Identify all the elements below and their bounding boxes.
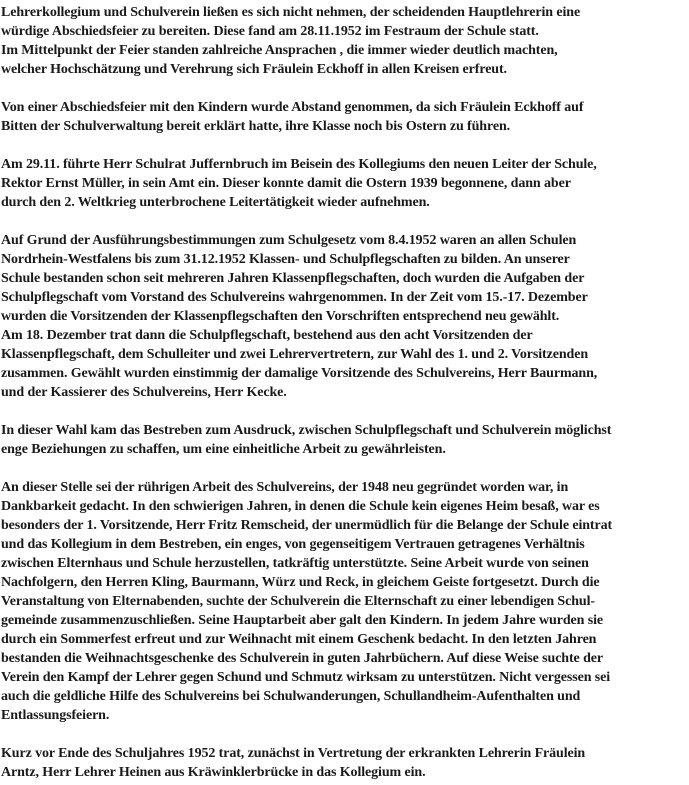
text-line: Am 29.11. führte Herr Schulrat Juffernbruch im Beisein des Kollegiums den neuen Leiter der Schule, — [1, 157, 597, 172]
text-line: besonders der 1. Vorsitzende, Herr Fritz Remscheid, der unermüdlich für die Belange der Schule eintrat — [1, 518, 613, 533]
paragraph — [1, 3, 689, 79]
paragraph — [1, 231, 689, 402]
paragraph — [1, 744, 689, 782]
paragraph — [1, 421, 689, 459]
text-line: würdige Abschiedsfeier zu bereiten. Diese fand am 28.11.1952 im Festraum der Schule statt. — [1, 24, 539, 39]
text-line: gemeinde zusammenzuschließen. Seine Hauptarbeit aber galt den Kindern. In jedem Jahre wurden sie — [1, 613, 603, 628]
text-line: zusammen. Gewählt wurden einstimmig der damalige Vorsitzende des Schulvereins, Herr Baurmann, — [1, 366, 598, 381]
text-line: Arntz, Herr Lehrer Heinen aus Kräwinklerbrücke in das Kollegium ein. — [1, 765, 426, 780]
text-line: Kurz vor Ende des Schuljahres 1952 trat, zunächst in Vertretung der erkrankten Lehrerin Fräulein — [1, 746, 586, 761]
text-line: Klassenpflegschaft, dem Schulleiter und zwei Lehrervertretern, zur Wahl des 1. und 2. Vorsitzenden — [1, 347, 589, 362]
text-line: zwischen Elternhaus und Schule herzustellen, tatkräftig unterstützte. Seine Arbeit wurde von seinen — [1, 556, 589, 571]
text-line: durch ein Sommerfest erfreut und zur Weihnacht mit einem Geschenk bedacht. In den letzten Jahren — [1, 632, 597, 647]
text-line: wurden die Vorsitzenden der Klassenpflegschaften den Vorschriften entsprechend neu gewählt. — [1, 309, 560, 324]
text-line: Rektor Ernst Müller, in sein Amt ein. Dieser konnte damit die Ostern 1939 begonnene, dann aber — [1, 176, 571, 191]
text-line: welcher Hochschätzung und Verehrung sich Fräulein Eckhoff in allen Kreisen erfreut. — [1, 62, 507, 77]
text-line: Lehrerkollegium und Schulverein ließen es sich nicht nehmen, der scheidenden Hauptlehrerin eine — [1, 5, 581, 20]
text-line: Veranstaltung von Elternabenden, suchte der Schulverein die Elternschaft zu einer lebendigen Schul- — [1, 594, 595, 609]
text-line: Schulpflegschaft vom Vorstand des Schulvereins wahrgenommen. In der Zeit vom 15.-17. Dezember — [1, 290, 588, 305]
text-line: Am 18. Dezember trat dann die Schulpflegschaft, bestehend aus den acht Vorsitzenden der — [1, 328, 533, 343]
document-body — [1, 3, 689, 782]
text-line: Dankbarkeit gedacht. In den schwierigen Jahren, in denen die Schule kein eigenes Heim besaß, war es — [1, 499, 600, 514]
text-line: Im Mittelpunkt der Feier standen zahlreiche Ansprachen , die immer wieder deutlich machten, — [1, 43, 558, 58]
text-line: und der Kassierer des Schulvereins, Herr Kecke. — [1, 385, 287, 400]
paragraph — [1, 98, 689, 136]
text-line: Nachfolgern, den Herren Kling, Baurmann, Würz und Reck, in gleichem Geiste fortgesetzt. Durch die — [1, 575, 600, 590]
paragraph — [1, 478, 689, 725]
text-line: Schule bestanden schon seit mehreren Jahren Klassenpflegschaften, doch wurden die Aufgaben der — [1, 271, 585, 286]
text-line: Bitten der Schulverwaltung bereit erklärt hatte, ihre Klasse noch bis Ostern zu führen. — [1, 119, 511, 134]
text-line: In dieser Wahl kam das Bestreben zum Ausdruck, zwischen Schulpflegschaft und Schulverein möglichst — [1, 423, 612, 438]
text-line: und das Kollegium in dem Bestreben, ein enges, von gegenseitigem Vertrauen getragenes Verhältnis — [1, 537, 585, 552]
paragraph — [1, 155, 689, 212]
text-line: bestanden die Weihnachtsgeschenke des Schulverein in guten Jahrbüchern. Auf diese Weise suchte der — [1, 651, 603, 666]
text-line: enge Beziehungen zu schaffen, um eine einheitliche Arbeit zu gewährleisten. — [1, 442, 446, 457]
text-line: Verein den Kampf der Lehrer gegen Schund und Schmutz wirksam zu unterstützen. Nicht vergessen sei — [1, 670, 611, 685]
text-line: Nordrhein-Westfalens bis zum 31.12.1952 Klassen- und Schulpflegschaften zu bilden. An unserer — [1, 252, 570, 267]
text-line: Entlassungsfeiern. — [1, 708, 110, 723]
text-line: auch die geldliche Hilfe des Schulvereins bei Schulwanderungen, Schullandheim-Aufenthalten und — [1, 689, 581, 704]
text-line: durch den 2. Weltkrieg unterbrochene Leitertätigkeit wieder aufnehmen. — [1, 195, 430, 210]
text-line: Auf Grund der Ausführungsbestimmungen zum Schulgesetz vom 8.4.1952 waren an allen Schulen — [1, 233, 577, 248]
text-line: Von einer Abschiedsfeier mit den Kindern wurde Abstand genommen, da sich Fräulein Eckhoff auf — [1, 100, 584, 115]
text-line: An dieser Stelle sei der rührigen Arbeit des Schulvereins, der 1948 neu gegründet worden war, in — [1, 480, 569, 495]
